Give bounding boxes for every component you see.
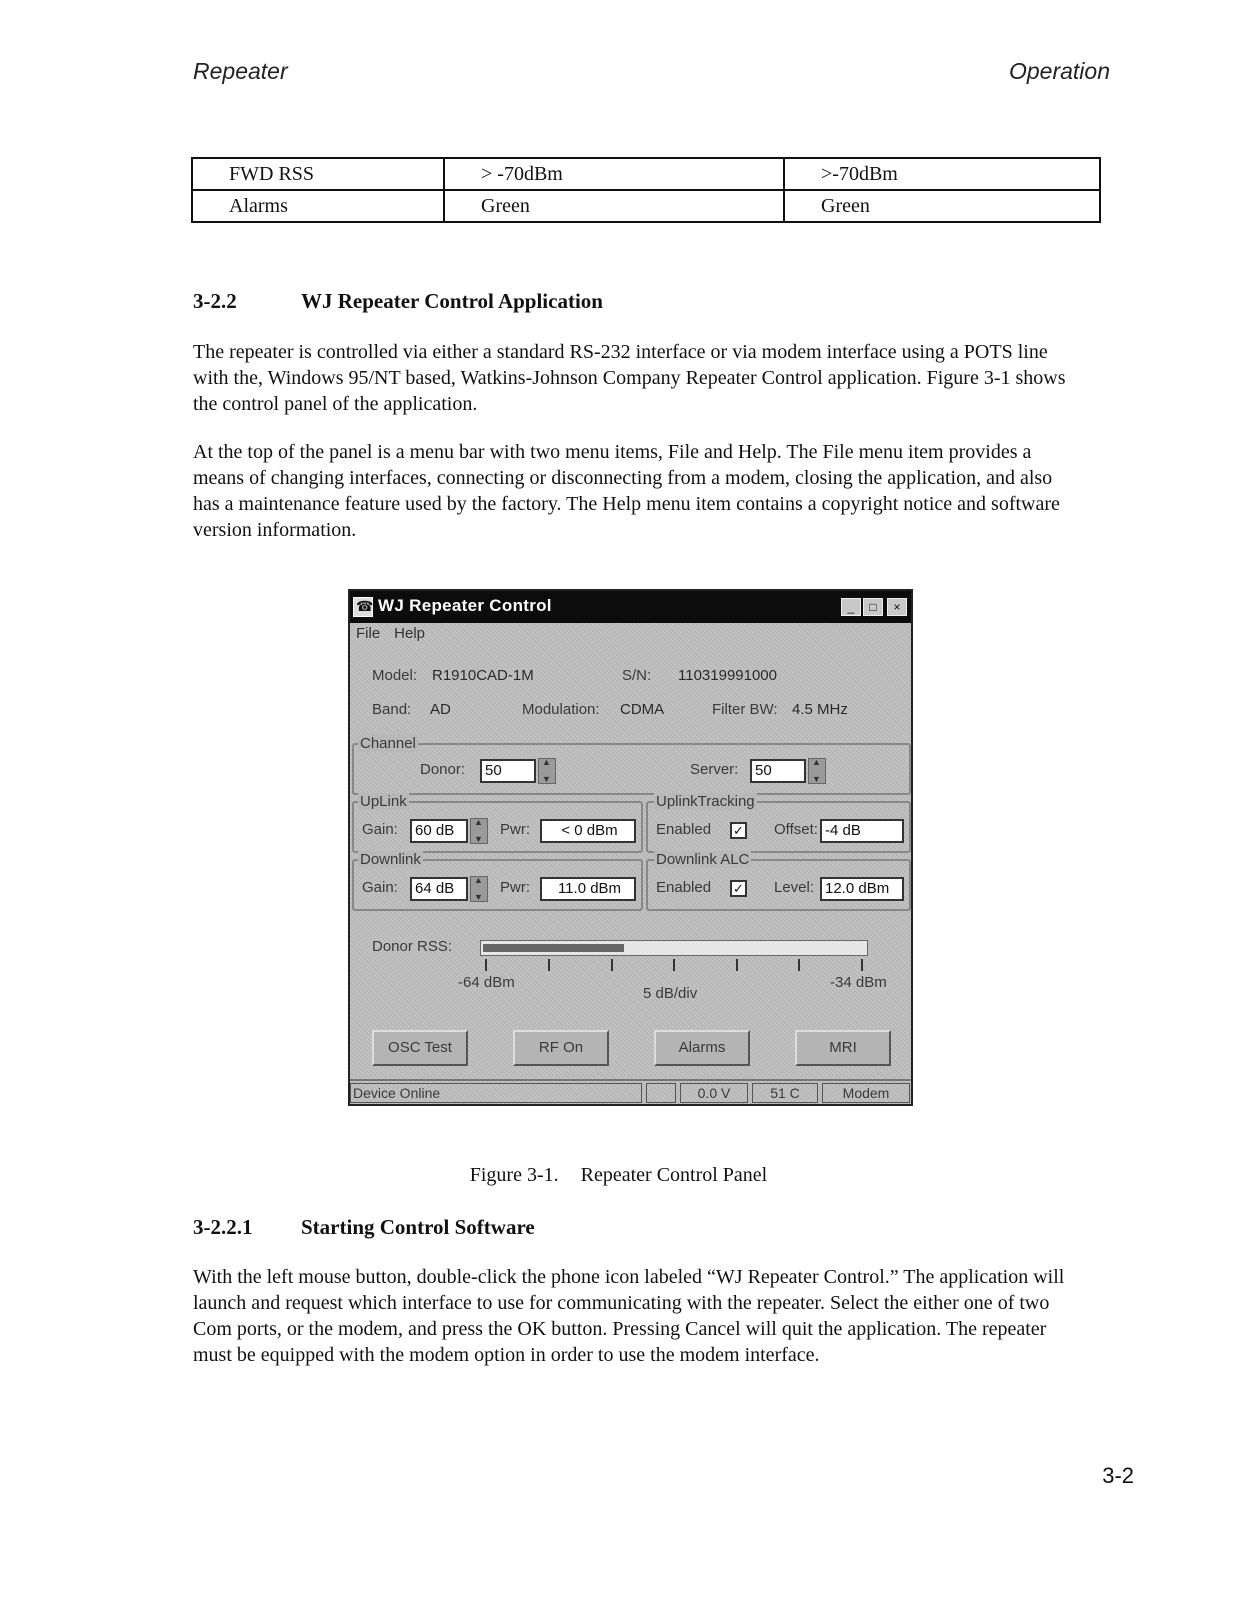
section-title: Starting Control Software [301, 1215, 535, 1239]
figure-caption [0, 1164, 1237, 1187]
paragraph: With the left mouse button, double-click the phone icon labeled “WJ Repeater Control.” The application will launch and request which interface to use for communicating with the repeater. Select the either one of two Com ports, or the modem, and press the OK button. Pressing Cancel will quit the application. The repeater must be equipped with the modem option in order to use the modem interface. [193, 1266, 1065, 1366]
downlink-alc-group-label: Downlink ALC [656, 851, 750, 868]
rss-tick [611, 959, 613, 971]
downlink-gain-label: Gain: [362, 879, 398, 896]
running-header-right: Operation [1008, 58, 1110, 84]
rf-on-button[interactable]: RF On [513, 1030, 609, 1066]
server-channel-input[interactable]: 50 [750, 759, 806, 783]
menu-bar [356, 625, 439, 642]
minimize-button[interactable]: _ [841, 598, 861, 616]
rss-tick [548, 959, 550, 971]
section-heading [193, 1215, 535, 1240]
section-title: WJ Repeater Control Application [301, 289, 603, 313]
table-cell: > -70dBm [444, 158, 784, 190]
band-label: Band: [372, 701, 412, 718]
figure-caption-text: Repeater Control Panel [580, 1164, 768, 1186]
status-voltage: 0.0 V [680, 1083, 748, 1103]
modulation-label: Modulation: [522, 701, 600, 718]
section-number: 3-2.2.1 [193, 1215, 253, 1239]
phone-icon [353, 597, 373, 617]
filter-bw-value: 4.5 MHz [792, 701, 848, 718]
downlink-group-label: Downlink [360, 851, 421, 868]
section-number: 3-2.2 [193, 289, 237, 313]
rss-tick [485, 959, 487, 971]
table-cell: >-70dBm [784, 158, 1100, 190]
mri-button[interactable]: MRI [795, 1030, 891, 1066]
downlink-pwr-field: 11.0 dBm [540, 877, 636, 901]
uplink-offset-input[interactable]: -4 dB [820, 819, 904, 843]
downlink-pwr-label: Pwr: [500, 879, 530, 896]
table-cell: FWD RSS [192, 158, 444, 190]
donor-channel-spinner[interactable] [538, 758, 556, 784]
donor-rss-meter [480, 940, 868, 956]
rss-tick [736, 959, 738, 971]
rss-max-label: -34 dBm [830, 974, 887, 991]
uplink-tracking-group-label: UplinkTracking [656, 793, 755, 810]
model-label: Model: [372, 667, 418, 684]
section-heading [193, 289, 603, 314]
serial-value: 110319991000 [678, 667, 777, 684]
uplink-group-label: UpLink [360, 793, 407, 810]
filter-bw-label: Filter BW: [712, 701, 778, 718]
status-device-state: Device Online [350, 1083, 642, 1103]
uplink-gain-label: Gain: [362, 821, 398, 838]
serial-label: S/N: [622, 667, 652, 684]
spec-table [191, 157, 1101, 223]
table-cell: Alarms [192, 190, 444, 222]
uplink-tracking-enabled-label: Enabled [656, 821, 712, 838]
rss-tick [673, 959, 675, 971]
downlink-gain-spinner[interactable] [470, 876, 488, 902]
uplink-gain-input[interactable]: 60 dB [410, 819, 468, 843]
donor-rss-level [483, 944, 624, 952]
page-number: 3-2 [1102, 1463, 1134, 1488]
donor-rss-label: Donor RSS: [372, 938, 453, 955]
donor-channel-input[interactable]: 50 [480, 759, 536, 783]
modulation-value: CDMA [620, 701, 665, 718]
figure-number: Figure 3-1. [469, 1164, 559, 1186]
downlink-level-label: Level: [774, 879, 815, 896]
downlink-level-input[interactable]: 12.0 dBm [820, 877, 904, 901]
close-button[interactable]: × [887, 598, 907, 616]
table-cell: Green [784, 190, 1100, 222]
menu-file[interactable]: File [356, 625, 381, 642]
channel-group-label: Channel [360, 735, 416, 752]
rss-tick [861, 959, 863, 971]
paragraph: At the top of the panel is a menu bar with two menu items, File and Help. The File menu item provides a means of changing interfaces, connecting or disconnecting from a modem, closing the application, and also has a maintenance feature used by the factory. The Help menu item contains a copyright notice and software version information. [193, 441, 1060, 541]
uplink-offset-label: Offset: [774, 821, 818, 838]
status-mode: Modem [822, 1083, 910, 1103]
table-cell: Green [444, 190, 784, 222]
rss-min-label: -64 dBm [458, 974, 515, 991]
model-value: R1910CAD-1M [432, 667, 534, 684]
downlink-alc-checkbox[interactable]: ✓ [730, 880, 747, 897]
server-channel-spinner[interactable] [808, 758, 826, 784]
uplink-tracking-checkbox[interactable]: ✓ [730, 822, 747, 839]
downlink-alc-enabled-label: Enabled [656, 879, 712, 896]
osc-test-button[interactable]: OSC Test [372, 1030, 468, 1066]
uplink-gain-spinner[interactable] [470, 818, 488, 844]
uplink-pwr-field: < 0 dBm [540, 819, 636, 843]
downlink-gain-input[interactable]: 64 dB [410, 877, 468, 901]
server-channel-label: Server: [690, 761, 739, 778]
status-temperature: 51 C [752, 1083, 818, 1103]
running-header-left: Repeater [193, 58, 288, 84]
rss-scale-label: 5 dB/div [643, 985, 698, 1002]
status-bar [350, 1079, 911, 1105]
table-row [192, 190, 1100, 222]
band-value: AD [430, 701, 451, 718]
title-bar[interactable] [350, 591, 911, 623]
table-row [192, 158, 1100, 190]
rss-tick [798, 959, 800, 971]
donor-channel-label: Donor: [420, 761, 466, 778]
maximize-button[interactable]: □ [863, 598, 883, 616]
uplink-pwr-label: Pwr: [500, 821, 530, 838]
window-title: WJ Repeater Control [378, 596, 552, 615]
status-blank-panel [646, 1083, 676, 1103]
menu-help[interactable]: Help [394, 625, 426, 642]
repeater-control-window [348, 589, 913, 1106]
alarms-button[interactable]: Alarms [654, 1030, 750, 1066]
paragraph: The repeater is controlled via either a standard RS-232 interface or via modem interface using a POTS line with the, Windows 95/NT based, Watkins-Johnson Company Repeater Control application. Figure 3-1 shows the control panel of the application. [193, 341, 1066, 415]
